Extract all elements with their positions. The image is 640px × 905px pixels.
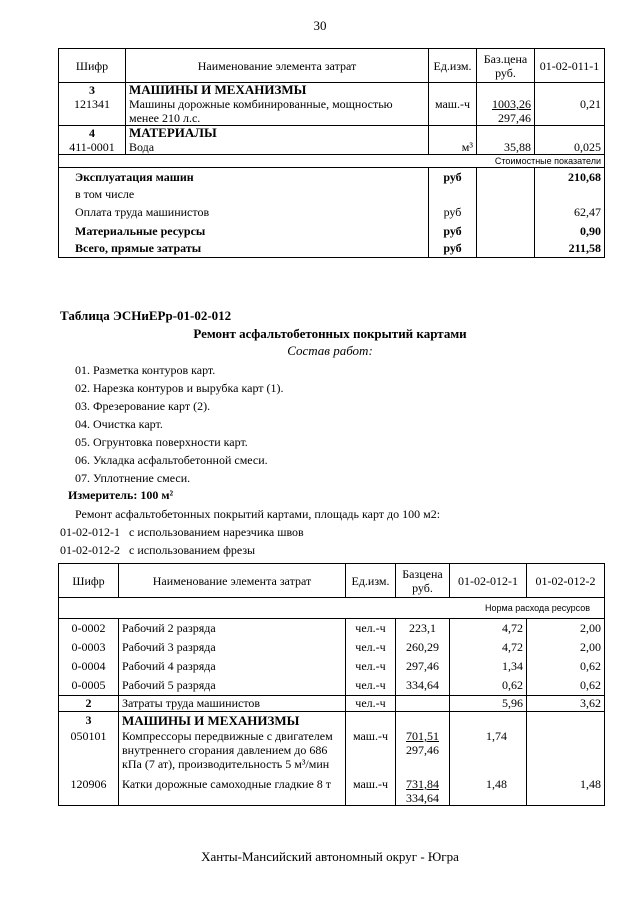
list-item: 02. Нарезка контуров и вырубка карт (1). <box>75 381 284 395</box>
table-row: 120906 Катки дорожные самоходные гладкие 8 т маш.-ч 731,84 334,64 1,48 1,48 <box>59 775 605 806</box>
summary-caption: Стоимостные показатели <box>59 155 605 168</box>
col-header-norm: 01-02-011-1 <box>535 49 605 83</box>
col-header-unit: Ед.изм. <box>346 564 396 598</box>
col-header-norm-2: 01-02-012-2 <box>527 564 605 598</box>
col-header-price: Баз.цена руб. <box>477 49 535 83</box>
variant-2: 01-02-012-2 с использованием фрезы <box>60 543 256 557</box>
col-header-norm-1: 01-02-012-1 <box>450 564 527 598</box>
list-item: 07. Уплотнение смеси. <box>75 471 191 485</box>
table-row: 121341 Машины дорожные комбинированные, мощностью менее 210 л.с. маш.-ч 1003,26 297,46 0,21 <box>59 97 605 126</box>
col-header-name: Наименование элемента затрат <box>119 564 346 598</box>
table-row: Всего, прямые затраты руб 211,58 <box>59 240 605 258</box>
table-row: 050101 Компрессоры передвижные с двигателем внутреннего сгорания давлением до 686 кПа (7 ат), производительность 5 м³/мин маш.-ч 701,51 297,46 1,74 <box>59 729 605 775</box>
section-title: Ремонт асфальтобетонных покрытий картами <box>193 326 467 341</box>
page-number: 30 <box>313 18 327 33</box>
table-row: 0-0005 Рабочий 5 разряда чел.-ч 334,64 0,62 0,62 <box>59 676 605 696</box>
description: Ремонт асфальтобетонных покрытий картами, площадь карт до 100 м2: <box>75 507 441 521</box>
table-row: Оплата труда машинистов руб 62,47 <box>59 203 605 222</box>
col-header-price: Базцена руб. <box>396 564 450 598</box>
meter: Измеритель: 100 м² <box>68 488 174 502</box>
table-title: Таблица ЭСНиЕРр-01-02-012 <box>60 308 232 323</box>
table-row: 411-0001 Вода м³ 35,88 0,025 <box>59 140 605 155</box>
col-header-code: Шифр <box>59 49 126 83</box>
table-row: Эксплуатация машин руб 210,68 <box>59 168 605 187</box>
table-row: 0-0004 Рабочий 4 разряда чел.-ч 297,46 1,34 0,62 <box>59 657 605 676</box>
table-row: 3 МАШИНЫ И МЕХАНИЗМЫ <box>59 83 605 98</box>
table-row: 4 МАТЕРИАЛЫ <box>59 126 605 141</box>
table-row: 3 МАШИНЫ И МЕХАНИЗМЫ <box>59 712 605 730</box>
section-title: МАТЕРИАЛЫ <box>126 126 429 141</box>
works-title: Состав работ: <box>287 343 373 358</box>
variant-1: 01-02-012-1 с использованием нарезчика швов <box>60 525 304 539</box>
section-title: МАШИНЫ И МЕХАНИЗМЫ <box>126 83 429 98</box>
col-header-code: Шифр <box>59 564 119 598</box>
list-item: 04. Очистка карт. <box>75 417 163 431</box>
table-row: в том числе <box>59 186 605 203</box>
works-list <box>75 361 284 487</box>
list-item: 05. Огрунтовка поверхности карт. <box>75 435 248 449</box>
resource-table-011 <box>58 48 605 258</box>
norm-caption: Норма расхода ресурсов <box>59 598 605 619</box>
list-item: 06. Укладка асфальтобетонной смеси. <box>75 453 268 467</box>
col-header-unit: Ед.изм. <box>429 49 477 83</box>
col-header-name: Наименование элемента затрат <box>126 49 429 83</box>
table-row: 2 Затраты труда машинистов чел.-ч 5,96 3,62 <box>59 696 605 712</box>
resource-table-012 <box>58 563 605 806</box>
list-item: 01. Разметка контуров карт. <box>75 363 216 377</box>
footer: Ханты-Мансийский автономный округ - Югра <box>201 849 459 864</box>
table-row: 0-0002 Рабочий 2 разряда чел.-ч 223,1 4,72 2,00 <box>59 619 605 639</box>
table-row: 0-0003 Рабочий 3 разряда чел.-ч 260,29 4,72 2,00 <box>59 638 605 657</box>
list-item: 03. Фрезерование карт (2). <box>75 399 211 413</box>
section-title: МАШИНЫ И МЕХАНИЗМЫ <box>119 712 346 730</box>
table-row: Материальные ресурсы руб 0,90 <box>59 222 605 240</box>
